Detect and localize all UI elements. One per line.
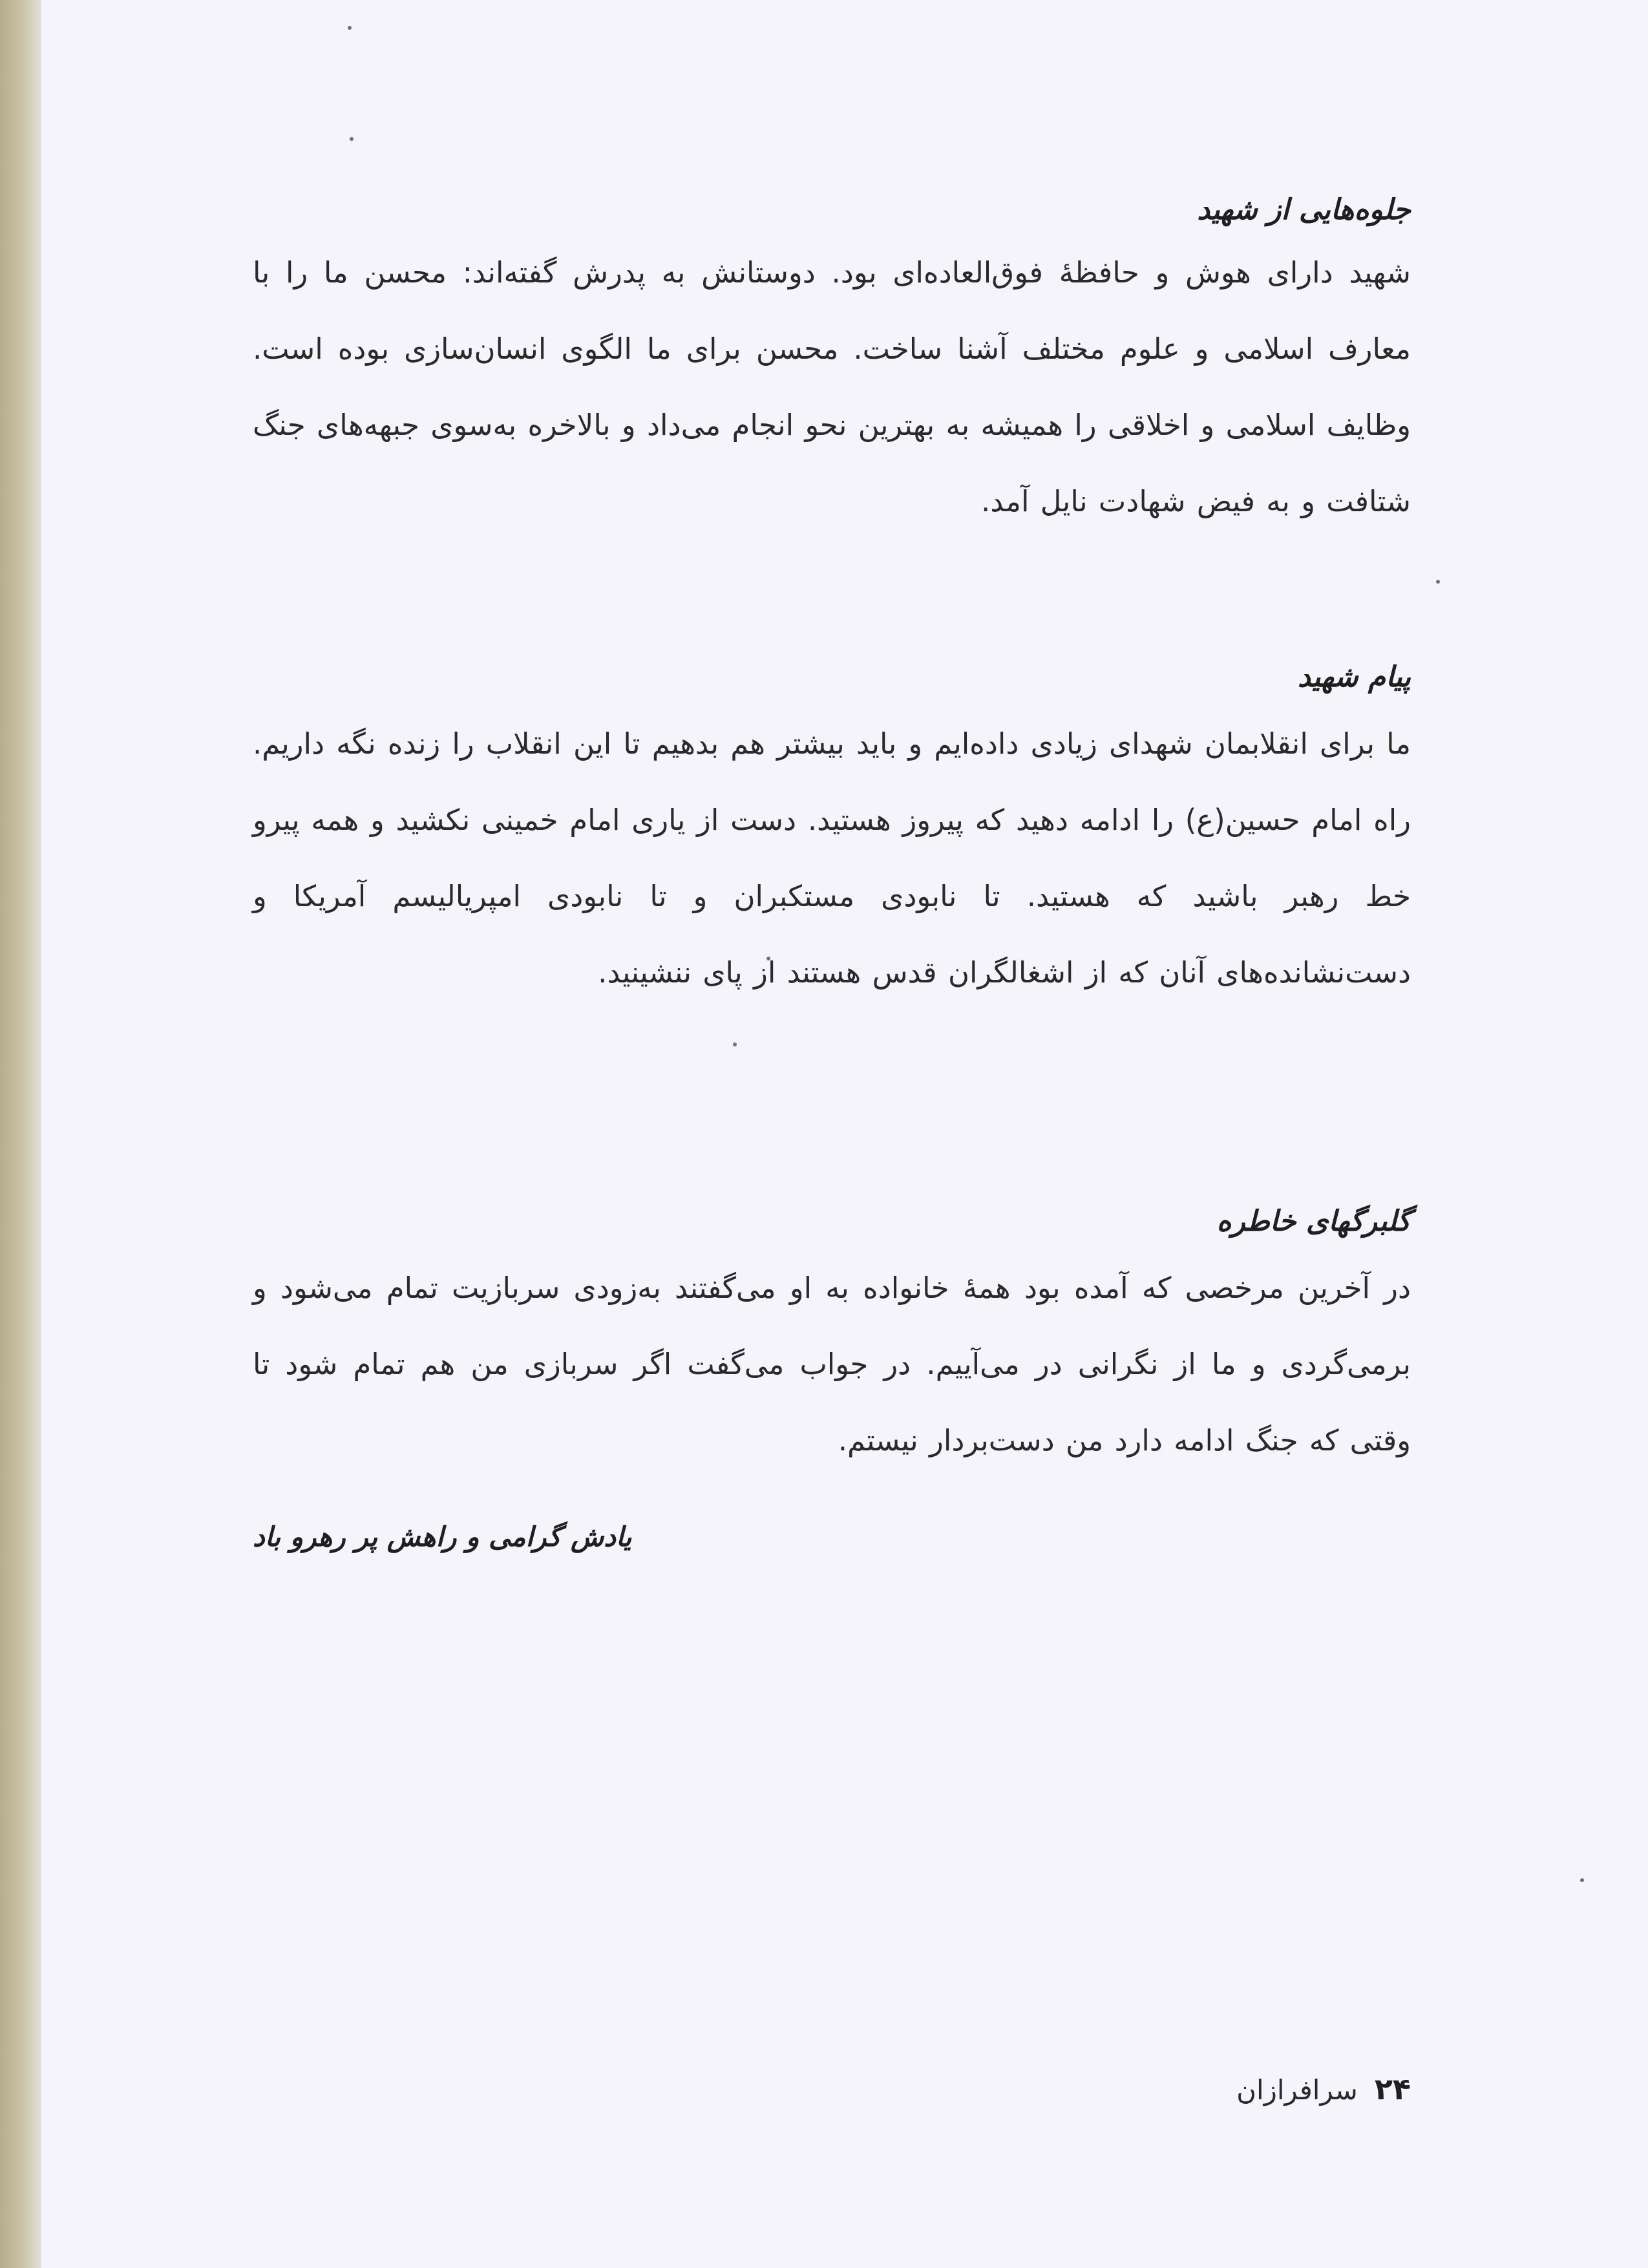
section-body: شهید دارای هوش و حافظهٔ فوق‌العاده‌ای بود. دوستانش به پدرش گفته‌اند: محسن ما را با معارف اسلامی و علوم مختلف آشنا ساخت. محسن برای ما الگوی انسان‌سازی بوده است. وظایف اسلامی و اخلاقی را همیشه به بهترین نحو انجام می‌داد و بالاخره به‌سوی جبهه‌های جنگ شتافت و به فیض شهادت نایل آمد. — [253, 255, 1411, 518]
section-body: ما برای انقلابمان شهدای زیادی داده‌ایم و باید بیشتر هم بدهیم تا این انقلاب را زنده نگه داریم. راه امام حسین(ع) را ادامه دهید که پیروز هستید. دست از یاری امام خمینی نکشید و همه پیرو خط رهبر باشید که هستید. تا نابودی مستکبران و تا نابودی امپریالیسم آمریکا و دست‌نشانده‌های آنان که از اشغالگران قدس هستند از پای ننشینید. — [253, 726, 1411, 990]
page-content — [253, 0, 1411, 2268]
section-memory-petals — [253, 1202, 1411, 1479]
page-footer — [1236, 2072, 1411, 2106]
book-title: سرافرازان — [1236, 2074, 1358, 2106]
section-martyr-message — [253, 658, 1411, 1011]
closing-line: یادش گرامی و راهش پر رهرو باد — [253, 1521, 632, 1553]
book-page — [41, 0, 1648, 2268]
section-memories — [253, 191, 1411, 540]
page-number: ۲۴ — [1374, 2072, 1411, 2106]
scan-speck — [1580, 1878, 1584, 1882]
section-heading: جلوه‌هایی از شهید — [1197, 193, 1411, 226]
section-heading: پیام شهید — [1297, 661, 1411, 694]
scan-speck — [1436, 580, 1440, 584]
book-binding-edge — [0, 0, 41, 2268]
section-body: در آخرین مرخصی که آمده بود همهٔ خانواده به او می‌گفتند به‌زودی سربازیت تمام می‌شود و برمی‌گردی و ما از نگرانی در می‌آییم. در جواب می‌گفت اگر سربازی من هم تمام شود تا وقتی که جنگ ادامه دارد من دست‌بردار نیستم. — [253, 1271, 1411, 1457]
section-heading: گلبرگهای خاطره — [1216, 1205, 1411, 1238]
